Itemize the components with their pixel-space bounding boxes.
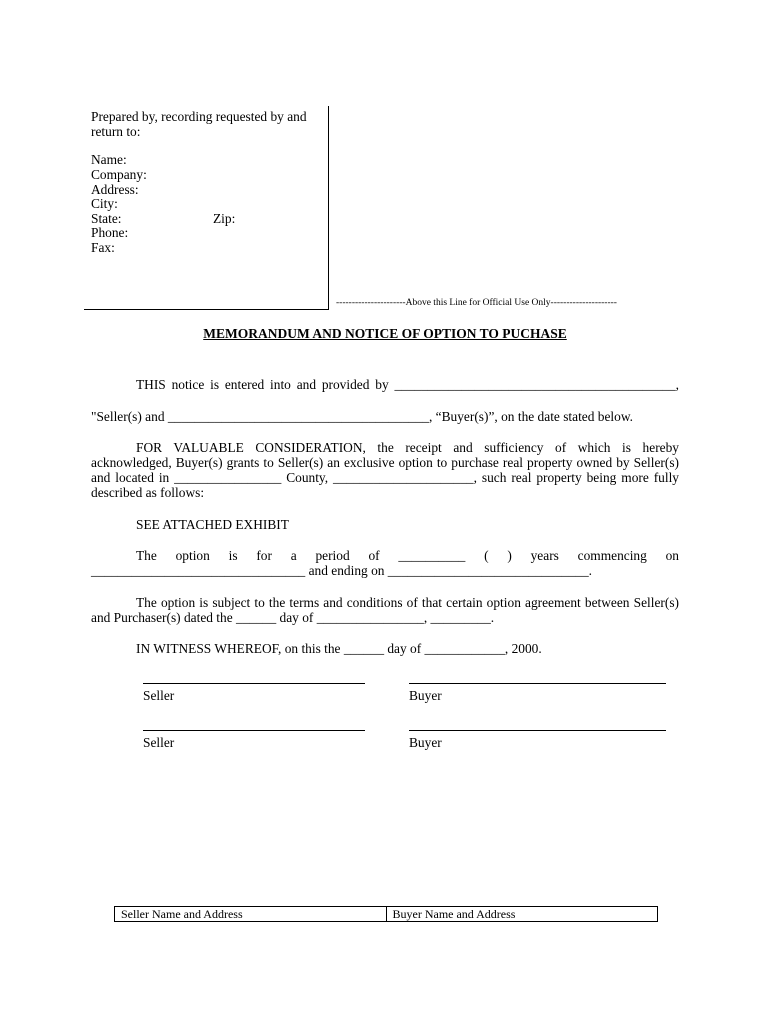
- seller-name-address-cell: Seller Name and Address: [115, 907, 387, 922]
- prepared-by-text: Prepared by, recording requested by and return to:: [91, 109, 307, 139]
- paragraph-witness: IN WITNESS WHEREOF, on this the ______ day of ____________, 2000.: [136, 641, 542, 656]
- paragraph-option-period: The option is for a period of __________ ( ) years commencing on ________________________________ and ending on ______________________________.: [91, 548, 679, 578]
- fax-label: Fax:: [91, 240, 115, 255]
- buyer-signature-line-1: [409, 683, 666, 684]
- buyer-signature-line-2: [409, 730, 666, 731]
- official-use-line: ----------------------Above this Line for Official Use Only---------------------: [336, 298, 617, 308]
- name-label: Name:: [91, 152, 127, 167]
- name-address-table: [114, 906, 658, 922]
- zip-label: Zip:: [213, 211, 236, 226]
- document-title: MEMORANDUM AND NOTICE OF OPTION TO PUCHASE: [203, 326, 567, 341]
- address-label: Address:: [91, 182, 139, 197]
- buyer-label-2: Buyer: [409, 735, 442, 750]
- seller-label-2: Seller: [143, 735, 175, 750]
- paragraph-buyer: "Seller(s) and _______________________________________, “Buyer(s)”, on the date stated below.: [91, 409, 633, 424]
- buyer-label-1: Buyer: [409, 688, 442, 703]
- paragraph-parties: THIS notice is entered into and provided by __________________________________________,: [136, 377, 679, 392]
- city-label: City:: [91, 196, 118, 211]
- phone-label: Phone:: [91, 225, 129, 240]
- table-row: [115, 907, 658, 922]
- seller-signature-line-2: [143, 730, 365, 731]
- paragraph-exhibit: SEE ATTACHED EXHIBIT: [136, 517, 289, 532]
- seller-signature-line-1: [143, 683, 365, 684]
- state-label: State:: [91, 211, 122, 226]
- paragraph-option-terms: The option is subject to the terms and conditions of that certain option agreement between Seller(s) and Purchaser(s) dated the ______ day of ________________, _________.: [91, 595, 679, 625]
- buyer-name-address-cell: Buyer Name and Address: [386, 907, 658, 922]
- seller-label-1: Seller: [143, 688, 175, 703]
- paragraph-consideration: FOR VALUABLE CONSIDERATION, the receipt and sufficiency of which is hereby acknowledged, Buyer(s) grants to Seller(s) an exclusive option to purchase real property owned by Seller(s) and located in ________________ County, _____________________, such real property being more fully described as follows:: [91, 440, 679, 500]
- company-label: Company:: [91, 167, 147, 182]
